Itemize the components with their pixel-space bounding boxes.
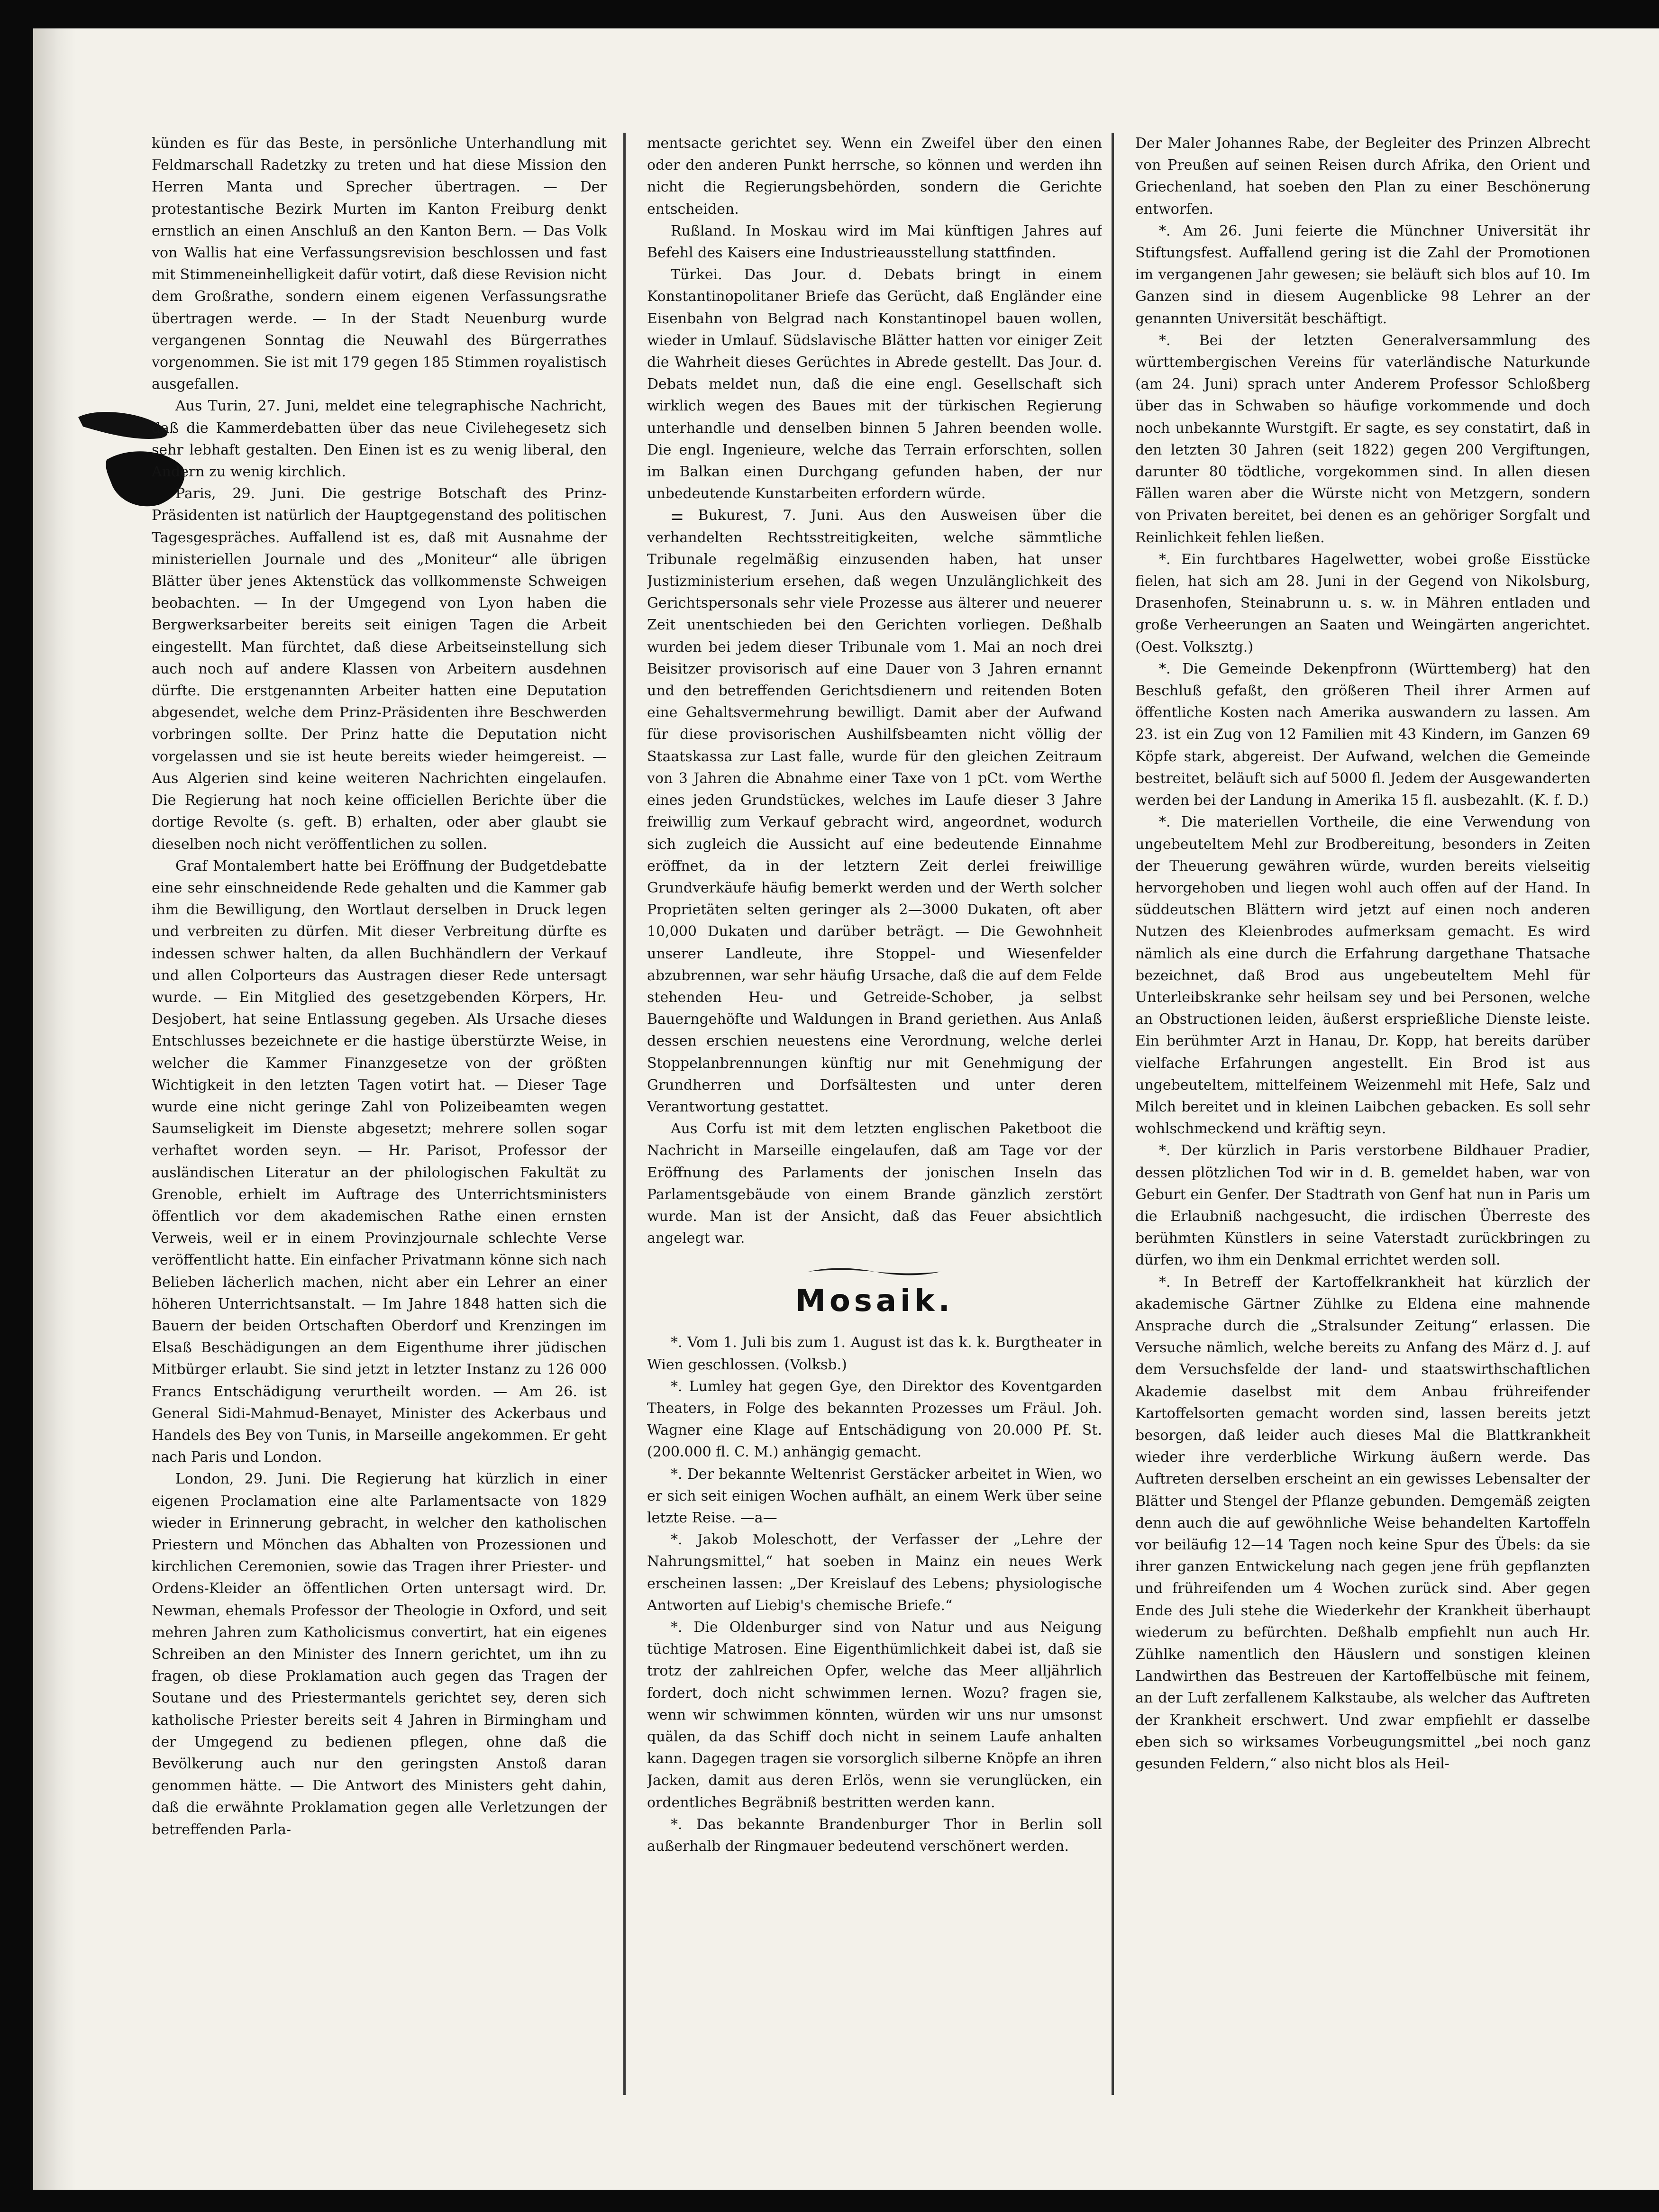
- article-paragraph: künden es für das Beste, in persönliche Unterhandlung mit Feldmarschall Radetzky zu treten und hat diese Mission den Herren Manta und Sprecher übertragen. — Der protestantische Bezirk Murten im Kanton Freiburg denkt ernstlich an einen Anschluß an den Kanton Bern. — Das Volk von Wallis hat eine Verfassungsrevision beschlossen und fast mit Stimmeneinhelligkeit dafür votirt, daß diese Revision nicht dem Großrathe, sondern einem eigenen Verfassungsrathe übertragen werde. — In der Stadt Neuenburg wurde vergangenen Sonntag die Neuwahl des Bürgerrathes vorgenommen. Sie ist mit 179 gegen 185 Stimmen royalistisch ausgefallen.: [152, 135, 607, 393]
- article-paragraph: Aus Corfu ist mit dem letzten englischen Paketboot die Nachricht in Marseille eingelaufen, daß am Tage vor der Eröffnung des Parlaments der jonischen Inseln das Parlamentsgebäude von einem Brande gänzlich zerstört wurde. Man ist der Ansicht, daß das Feuer absichtlich angelegt war.: [647, 1120, 1102, 1247]
- section-title-mosaik: Mosaik.: [795, 1284, 954, 1319]
- article-paragraph: Der Maler Johannes Rabe, der Begleiter des Prinzen Albrecht von Preußen auf seinen Reisen durch Afrika, den Orient und Griechenland, hat soeben den Plan zu einer Beschönerung entworfen.: [1135, 135, 1590, 218]
- page-fold-shadow: [33, 28, 76, 2190]
- section-ornament: [803, 1264, 946, 1280]
- article-paragraph: *. Der kürzlich in Paris verstorbene Bildhauer Pradier, dessen plötzlichen Tod wir in d. B. gemeldet haben, war von Geburt ein Genfer. Der Stadtrath von Genf hat nun in Paris um die Erlaubniß nachgesucht, die irdischen Überreste des berühmten Künstlers in seine Vaterstadt zurückbringen zu dürfen, wo ihm ein Denkmal errichtet werden soll.: [1135, 1142, 1590, 1269]
- article-paragraph: *. In Betreff der Kartoffelkrankheit hat kürzlich der akademische Gärtner Zühlke zu Eldena eine mahnende Ansprache durch die „Stralsunder Zeitung“ erlassen. Die Versuche nämlich, welche bereits zu Anfang des März d. J. auf dem Versuchsfelde der land- und staatswirthschaftlichen Akademie daselbst mit dem Anbau frühreifender Kartoffelsorten gemacht worden sind, lassen bereits jetzt besorgen, daß leider auch dieses Mal die Blattkrankheit wieder ihre verderbliche Wirkung äußern werde. Das Auftreten derselben erscheint an ein gewisses Lebensalter der Blätter und Stengel der Pflanze gebunden. Demgemäß zeigten denn auch die auf gewöhnliche Weise behandelten Kartoffeln vor beiläufig 12—14 Tagen noch keine Spur des Übels: da sie ihrer ganzen Entwickelung nach gegen jene früh gepflanzten und frühreifenden um 4 Wochen zurück sind. Aber gegen Ende des Juli stehe die Wiederkehr der Krankheit überhaupt wiederum zu befürchten. Deßhalb empfiehlt nun auch Hr. Zühlke namentlich den Häuslern und sonstigen kleinen Landwirthen das Bestreuen der Kartoffelbüsche mit feinem, an der Luft zerfallenem Kalkstaube, als welcher das Auftreten der Krankheit erschwert. Und zwar empfiehlt er dasselbe eben sich so wirksames Vorbeugungsmittel „bei noch ganz gesunden Feldern,“ also nicht blos als Heil-: [1135, 1274, 1590, 1773]
- column-rule: [623, 133, 626, 2095]
- column-1: [152, 133, 607, 2095]
- article-paragraph: Rußland. In Moskau wird im Mai künftigen Jahres auf Befehl des Kaisers eine Industrieausstellung stattfinden.: [647, 222, 1102, 262]
- newspaper-page: [33, 28, 1659, 2190]
- article-paragraph: mentsacte gerichtet sey. Wenn ein Zweifel über den einen oder den anderen Punkt herrsche, so können und werden ihn nicht die Regierungsbehörden, sondern die Gerichte entscheiden.: [647, 135, 1102, 218]
- article-paragraph: Türkei. Das Jour. d. Debats bringt in einem Konstantinopolitaner Briefe das Gerücht, daß Engländer eine Eisenbahn von Belgrad nach Konstantinopel bauen wollen, wieder in Umlauf. Südslavische Blätter hatten vor einiger Zeit die Wahrheit dieses Gerüchtes in Abrede gestellt. Das Jour. d. Debats meldet nun, daß die eine engl. Gesellschaft sich wirklich wegen des Baues mit der türkischen Regierung unterhandle und denselben binnen 5 Jahren beenden wolle. Die engl. Ingenieure, welche das Terrain erforschten, sollen im Balkan einen Durchgang gefunden haben, der nur unbedeutende Kunstarbeiten erfordern würde.: [647, 266, 1102, 502]
- mosaik-item: *. Vom 1. Juli bis zum 1. August ist das k. k. Burgtheater in Wien geschlossen. (Volksb.): [647, 1334, 1102, 1373]
- article-paragraph: Graf Montalembert hatte bei Eröffnung der Budgetdebatte eine sehr einschneidende Rede gehalten und die Kammer gab ihm die Bewilligung, den Wortlaut derselben in Druck legen und verbreiten zu dürfen. Mit dieser Verbreitung dürfte es indessen schwer halten, da allen Buchhändlern der Verkauf und allen Colporteurs das Austragen dieser Rede untersagt wurde. — Ein Mitglied des gesetzgebenden Körpers, Hr. Desjobert, hat seine Entlassung gegeben. Als Ursache dieses Entschlusses bezeichnete er die hastige überstürzte Weise, in welcher die Kammer Finanzgesetze von der größten Wichtigkeit in den letzten Tagen votirt hat. — Dieser Tage wurde eine nicht geringe Zahl von Polizeibeamten wegen Saumseligkeit im Dienste abgesetzt; mehrere sollen sogar verhaftet worden seyn. — Hr. Parisot, Professor der ausländischen Literatur an der philologischen Fakultät zu Grenoble, erhielt im Auftrage des Unterrichtsministers öffentlich vor dem akademischen Rathe einen ernsten Verweis, weil er in einem Provinzjournale schlechte Verse veröffentlicht hatte. Ein einfacher Privatmann könne sich nach Belieben lächerlich machen, nicht aber ein Lehrer an einer höheren Unterrichtsanstalt. — Im Jahre 1848 hatten sich die Bauern der beiden Ortschaften Oberdorf und Krenzingen im Elsaß Beschädigungen an dem Eigenthume ihrer jüdischen Mitbürger erlaubt. Sie sind jetzt in letzter Instanz zu 126 000 Francs Entschädigung verurtheilt worden. — Am 26. ist General Sidi-Mahmud-Benayet, Minister des Ackerbaus und Handels des Bey von Tunis, in Marseille angekommen. Er geht nach Paris und London.: [152, 857, 607, 1466]
- article-paragraph: *. Am 26. Juni feierte die Münchner Universität ihr Stiftungsfest. Auffallend gering ist die Zahl der Promotionen im vergangenen Jahr gewesen; sie beläuft sich blos auf 10. Im Ganzen sind in diesem Augenblicke 98 Lehrer an der genannten Universität beschäftigt.: [1135, 222, 1590, 327]
- mosaik-item: *. Lumley hat gegen Gye, den Direktor des Koventgarden Theaters, in Folge des bekannten Prozesses um Fräul. Joh. Wagner eine Klage auf Entschädigung von 20.000 Pf. St. (200.000 fl. C. M.) anhängig gemacht.: [647, 1378, 1102, 1461]
- column-2: [647, 133, 1102, 2095]
- article-paragraph: *. Die Gemeinde Dekenpfronn (Württemberg) hat den Beschluß gefaßt, den größeren Theil ihrer Armen auf öffentliche Kosten nach Amerika auswandern zu lassen. Am 23. ist ein Zug von 12 Familien mit 43 Kindern, im Ganzen 69 Köpfe stark, abgereist. Der Aufwand, welchen die Gemeinde bestreitet, beläuft sich auf 5000 fl. Jedem der Ausgewanderten werden bei der Landung in Amerika 15 fl. ausbezahlt. (K. f. D.): [1135, 660, 1590, 809]
- mosaik-item: *. Die Oldenburger sind von Natur und aus Neigung tüchtige Matrosen. Eine Eigenthümlichkeit dabei ist, daß sie trotz der zahlreichen Opfer, welche das Meer alljährlich fordert, doch nicht schwimmen lernen. Wozu? fragen sie, wenn wir schwimmen könnten, würden wir uns nur umsonst quälen, da das Schiff doch nicht in seinem Laufe anhalten kann. Dagegen tragen sie vorsorglich silberne Knöpfe an ihren Jacken, damit aus deren Erlös, wenn sie verunglücken, ein ordentliches Begräbniß bestritten werden kann.: [647, 1619, 1102, 1811]
- article-paragraph: ⚌ Bukurest, 7. Juni. Aus den Ausweisen über die verhandelten Rechtsstreitigkeiten, welche sämmtliche Tribunale regelmäßig einzusenden haben, hat unser Justizministerium ersehen, daß wegen Unzulänglichkeit des Gerichtspersonals sehr viele Prozesse aus älterer und neuerer Zeit unentschieden bei den Gerichten vorliegen. Deßhalb wurden bei jedem dieser Tribunale vom 1. Mai an noch drei Beisitzer provisorisch auf eine Dauer von 3 Jahren ernannt und den betreffenden Gerichtsdienern und reitenden Boten eine Gehaltsvermehrung bewilligt. Damit aber der Aufwand für diese provisorischen Aushilfsbeamten nicht völlig der Staatskassa zur Last falle, wurde für den gleichen Zeitraum von 3 Jahren die Abnahme einer Taxe von 1 pCt. vom Werthe eines jeden Grundstückes, welches im Laufe dieser 3 Jahre freiwillig zum Verkauf gebracht wird, angeordnet, wodurch sich zugleich die Aussicht auf eine bedeutende Einnahme eröffnet, da in der letztern Zeit derlei freiwillige Grundverkäufe häufig bemerkt werden und der Werth solcher Proprietäten selten geringer als 2—3000 Dukaten, oft aber 10,000 Dukaten und darüber beträgt. — Die Gewohnheit unserer Landleute, ihre Stoppel- und Wiesenfelder abzubrennen, war sehr häufig Ursache, daß die auf dem Felde stehenden Heu- und Getreide-Schober, ja selbst Bauerngehöfte und Waldungen in Brand geriethen. Aus Anlaß dessen erschien neuestens eine Verordnung, welche derlei Stoppelanbrennungen künftig nur mit Genehmigung der Grundherren und Dorfsältesten und unter deren Verantwortung gestattet.: [647, 507, 1102, 1115]
- article-paragraph: London, 29. Juni. Die Regierung hat kürzlich in einer eigenen Proclamation eine alte Parlamentsacte von 1829 wieder in Erinnerung gebracht, in welcher den katholischen Priestern und Mönchen das Abhalten von Prozessionen und kirchlichen Ceremonien, sowie das Tragen ihrer Priester- und Ordens-Kleider an öffentlichen Orten untersagt wird. Dr. Newman, ehemals Professor der Theologie in Oxford, und seit mehren Jahren zum Katholicismus convertirt, hat ein eigenes Schreiben an den Minister des Innern gerichtet, um ihn zu fragen, ob diese Proklamation auch gegen das Tragen der Soutane und des Priestermantels gerichtet sey, deren sich katholische Priester bereits seit 4 Jahren in Birmingham und der Umgegend zu bedienen pflegen, ohne daß die Bevölkerung auch nur den geringsten Anstoß daran genommen hätte. — Die Antwort des Ministers geht dahin, daß die erwähnte Proklamation gegen alle Verletzungen der betreffenden Parla-: [152, 1471, 607, 1838]
- article-paragraph: *. Bei der letzten Generalversammlung des württembergischen Vereins für vaterländische Naturkunde (am 24. Juni) sprach unter Anderem Professor Schloßberg über das in Schwaben so häufige vorkommende und doch noch unbekannte Wurstgift. Er sagte, es sey constatirt, daß in den letzten 30 Jahren (seit 1822) gegen 200 Vergiftungen, darunter 80 tödtliche, vorgekommen sind. In allen diesen Fällen waren aber die Würste nicht von Metzgern, sondern von Privaten bereitet, bei denen es an gehöriger Sorgfalt und Reinlichkeit fehlen ließen.: [1135, 332, 1590, 546]
- column-rule: [1112, 133, 1114, 2095]
- column-3: [1135, 133, 1590, 2095]
- article-paragraph: *. Die materiellen Vortheile, die eine Verwendung von ungebeuteltem Mehl zur Brodbereitung, besonders in Zeiten der Theuerung gewähren würde, wurden bereits vielseitig hervorgehoben und liegen wohl auch offen auf der Hand. In süddeutschen Blättern wird jetzt auf einen noch anderen Nutzen des Kleienbrodes aufmerksam gemacht. Es wird nämlich als eine durch die Erfahrung dargethane Thatsache bezeichnet, daß Brod aus ungebeuteltem Mehl für Unterleibskranke sehr heilsam sey und bei Personen, welche an Obstructionen leiden, äußerst ersprießliche Dienste leiste. Ein berühmter Arzt in Hanau, Dr. Kopp, hat bereits darüber vielfache Erfahrungen angestellt. Ein Brod ist aus ungebeuteltem, mittelfeinem Weizenmehl mit Hefe, Salz und Milch bereitet und in kleinen Laibchen gebacken. Es soll sehr wohlschmeckend und kräftig seyn.: [1135, 814, 1590, 1138]
- mosaik-item: *. Das bekannte Brandenburger Thor in Berlin soll außerhalb der Ringmauer bedeutend verschönert werden.: [647, 1816, 1102, 1855]
- article-paragraph: Paris, 29. Juni. Die gestrige Botschaft des Prinz-Präsidenten ist natürlich der Hauptgegenstand des politischen Tagesgespräches. Auffallend ist es, daß mit Ausnahme der ministeriellen Journale und des „Moniteur“ alle übrigen Blätter über jenes Aktenstück das vollkommenste Schweigen beobachten. — In der Umgegend von Lyon haben die Bergwerksarbeiter bereits seit einigen Tagen die Arbeit eingestellt. Man fürchtet, daß diese Arbeitseinstellung sich auch noch auf andere Klassen von Arbeitern ausdehnen dürfte. Die erstgenannten Arbeiter hatten eine Deputation abgesendet, welche dem Prinz-Präsidenten ihre Beschwerden vorbringen sollte. Der Prinz hatte die Deputation nicht vorgelassen und sie ist heute bereits wieder heimgereist. — Aus Algerien sind keine weiteren Nachrichten eingelaufen. Die Regierung hat noch keine officiellen Berichte über die dortige Revolte (s. geft. B) erhalten, oder aber glaubt sie dieselben noch nicht veröffentlichen zu sollen.: [152, 485, 607, 853]
- mosaik-item: *. Der bekannte Weltenrist Gerstäcker arbeitet in Wien, wo er sich seit einigen Wochen aufhält, an einem Werk über seine letzte Reise. —a—: [647, 1466, 1102, 1526]
- mosaik-item: *. Jakob Moleschott, der Verfasser der „Lehre der Nahrungsmittel,“ hat soeben in Mainz ein neues Werk erscheinen lassen: „Der Kreislauf des Lebens; physiologische Antworten auf Liebig's chemische Briefe.“: [647, 1531, 1102, 1614]
- article-paragraph: *. Ein furchtbares Hagelwetter, wobei große Eisstücke fielen, hat sich am 28. Juni in der Gegend von Nikolsburg, Drasenhofen, Steinabrunn u. s. w. in Mähren entladen und große Verheerungen an Saaten und Weingärten angerichtet. (Oest. Volksztg.): [1135, 551, 1590, 655]
- article-paragraph: Aus Turin, 27. Juni, meldet eine telegraphische Nachricht, daß die Kammerdebatten über das neue Civilehegesetz sich sehr lebhaft gestalten. Den Einen ist es zu wenig liberal, den Andern zu wenig kirchlich.: [152, 398, 607, 481]
